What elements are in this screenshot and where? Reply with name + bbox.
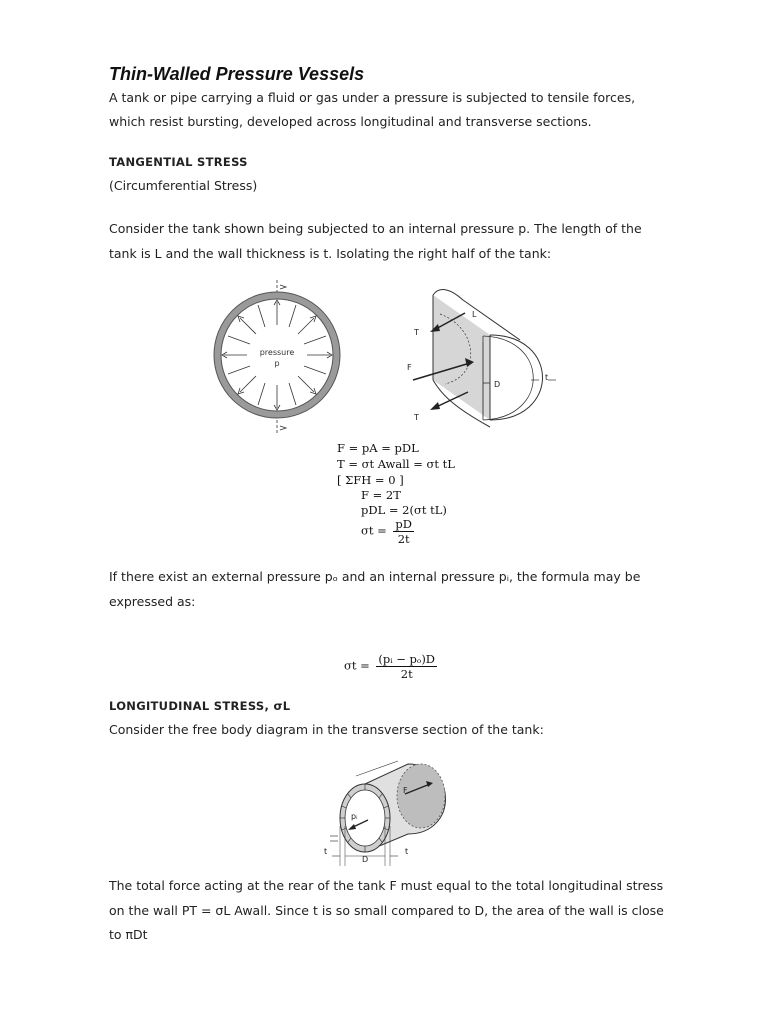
thickness-label: t xyxy=(545,373,549,382)
fraction-denominator: 2t xyxy=(397,532,410,546)
conclusion-line-1: The total force acting at the rear of the tank F must equal to the total longitudinal stress xyxy=(109,878,664,893)
diameter-label: D xyxy=(494,380,501,389)
tangential-heading: TANGENTIAL STRESS xyxy=(109,155,248,169)
thickness-left-label: t xyxy=(324,847,328,856)
tank-cross-section-figure xyxy=(200,280,570,435)
conclusion-line-2: on the wall PT = σL Awall. Since t is so small compared to D, the area of the wall is close xyxy=(109,903,664,918)
equation-f-equals-2t: F = 2T xyxy=(361,488,401,502)
equation-lhs: σt = xyxy=(344,658,370,673)
force-label: F xyxy=(407,363,412,372)
tension-top-label: T xyxy=(414,328,419,337)
page-title: Thin-Walled Pressure Vessels xyxy=(109,64,365,84)
internal-pressure-label: pᵢ xyxy=(351,812,358,821)
external-line-1: If there exist an external pressure pₒ and an internal pressure pᵢ, the formula may be xyxy=(109,569,641,584)
pressure-label: pressure xyxy=(259,348,295,357)
equation-tension: T = σt Awall = σt tL xyxy=(337,457,455,471)
tangential-subheading: (Circumferential Stress) xyxy=(109,178,258,193)
tension-bottom-label: T xyxy=(414,413,419,422)
tangential-line-1: Consider the tank shown being subjected to an internal pressure p. The length of the xyxy=(109,221,642,236)
fraction-denominator: 2t xyxy=(400,667,413,681)
intro-line-1: A tank or pipe carrying a fluid or gas under a pressure is subjected to tensile forces, xyxy=(109,90,636,105)
fraction xyxy=(393,517,414,546)
equation-lhs: σt = xyxy=(361,523,387,538)
external-line-2: expressed as: xyxy=(109,594,196,609)
tangential-line-2: tank is L and the wall thickness is t. Isolating the right half of the tank: xyxy=(109,246,552,261)
longitudinal-heading: LONGITUDINAL STRESS, σL xyxy=(109,699,291,713)
thickness-right-label: t xyxy=(405,847,409,856)
intro-line-2: which resist bursting, developed across longitudinal and transverse sections. xyxy=(109,114,592,129)
conclusion-line-3: to πDt xyxy=(109,927,148,942)
equation-force: F = pA = pDL xyxy=(337,441,419,455)
fraction-numerator: (pᵢ − pₒ)D xyxy=(378,652,436,666)
circular-section-diagram xyxy=(214,280,340,435)
cylinder-free-body-figure xyxy=(318,756,453,866)
fraction-numerator: pD xyxy=(395,517,413,531)
force-label: F xyxy=(403,786,408,795)
equation-equilibrium: [ ΣFH = 0 ] xyxy=(337,473,404,487)
longitudinal-line-1: Consider the free body diagram in the transverse section of the tank: xyxy=(109,722,544,737)
cylinder-diagram xyxy=(324,761,446,866)
equation-general-tangential xyxy=(344,652,437,681)
fraction xyxy=(376,652,437,681)
length-label: L xyxy=(472,310,477,319)
half-tank-diagram xyxy=(407,290,556,427)
diameter-label: D xyxy=(362,855,369,864)
equation-tangential-stress xyxy=(361,517,414,546)
pressure-p-label: p xyxy=(274,359,280,368)
equation-pdl: pDL = 2(σt tL) xyxy=(361,503,447,517)
